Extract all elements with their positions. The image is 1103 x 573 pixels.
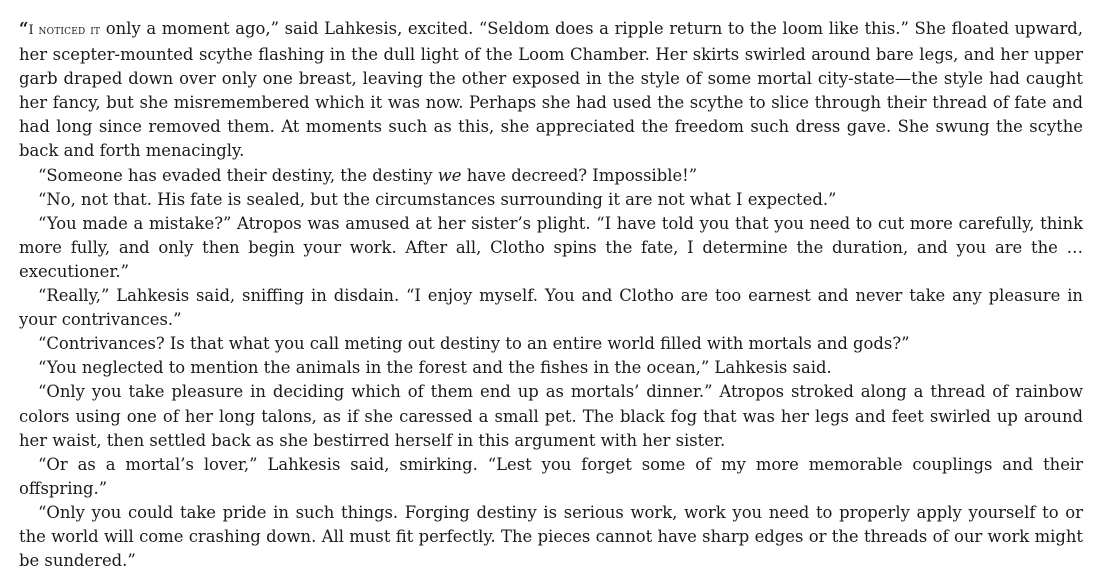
paragraph-6: “Contrivances? Is that what you call meting out destiny to an entire world filled with mortals and gods?” (38, 334, 910, 354)
opening-smallcaps: I noticed it (28, 23, 101, 38)
paragraph-7: “You neglected to mention the animals in the forest and the fishes in the ocean,” Lahkesis said. (38, 358, 832, 378)
paragraph-2-text-after: have decreed? Impossible!” (461, 165, 698, 185)
paragraph-2 (19, 164, 1083, 188)
paragraph-2-emphasis: we (437, 165, 462, 185)
paragraph-9: “Or as a mortal’s lover,” Lahkesis said, smirking. “Lest you forget some of my more memorable couplings and their offspring.” (19, 454, 1083, 498)
paragraph-5: “Really,” Lahkesis said, sniffing in disdain. “I enjoy myself. You and Clotho are too earnest and never take any pleasure in your contrivances.” (19, 286, 1083, 330)
paragraph-1-text: only a moment ago,” said Lahkesis, excited. “Seldom does a ripple return to the loom like this.” She floated upward, her scepter-mounted scythe flashing in the dull light of the Loom Chamber. Her skirts swirled around bare legs, and her upper garb draped down over only one breast, leaving the other exposed in the style of some mortal city-state—the style had caught her fancy, but she misremembered which it was now. Perhaps she had used the scythe to slice through their thread of fate and had long since removed them. At moments such as this, she appreciated the freedom such dress gave. She swung the scythe back and forth menacingly. (19, 19, 1084, 161)
paragraph-2-text-before: “Someone has evaded their destiny, the destiny (38, 165, 438, 185)
paragraph-8: “Only you take pleasure in deciding which of them end up as mortals’ dinner.” Atropos stroked along a thread of rainbow colors using one of her long talons, as if she caressed a small pet. The black fog that was her legs and feet swirled up around her waist, then settled back as she bestirred herself in this argument with her sister. (19, 382, 1083, 450)
paragraph-1 (19, 17, 1083, 164)
paragraph-3: “No, not that. His fate is sealed, but the circumstances surrounding it are not what I expected.” (38, 189, 837, 209)
paragraph-4: “You made a mistake?” Atropos was amused at her sister’s plight. “I have told you that you need to cut more carefully, think more fully, and only then begin your work. After all, Clotho spins the fate, I determine the duration, and you are the … executioner.” (19, 213, 1083, 281)
opening-quote-mark: “ (19, 19, 29, 38)
paragraph-10: “Only you could take pride in such things. Forging destiny is serious work, work you need to properly apply yourself to or the world will come crashing down. All must fit perfectly. The pieces cannot have sharp edges or the threads of our work might be sundered.” (19, 502, 1083, 571)
book-page (19, 17, 1083, 573)
